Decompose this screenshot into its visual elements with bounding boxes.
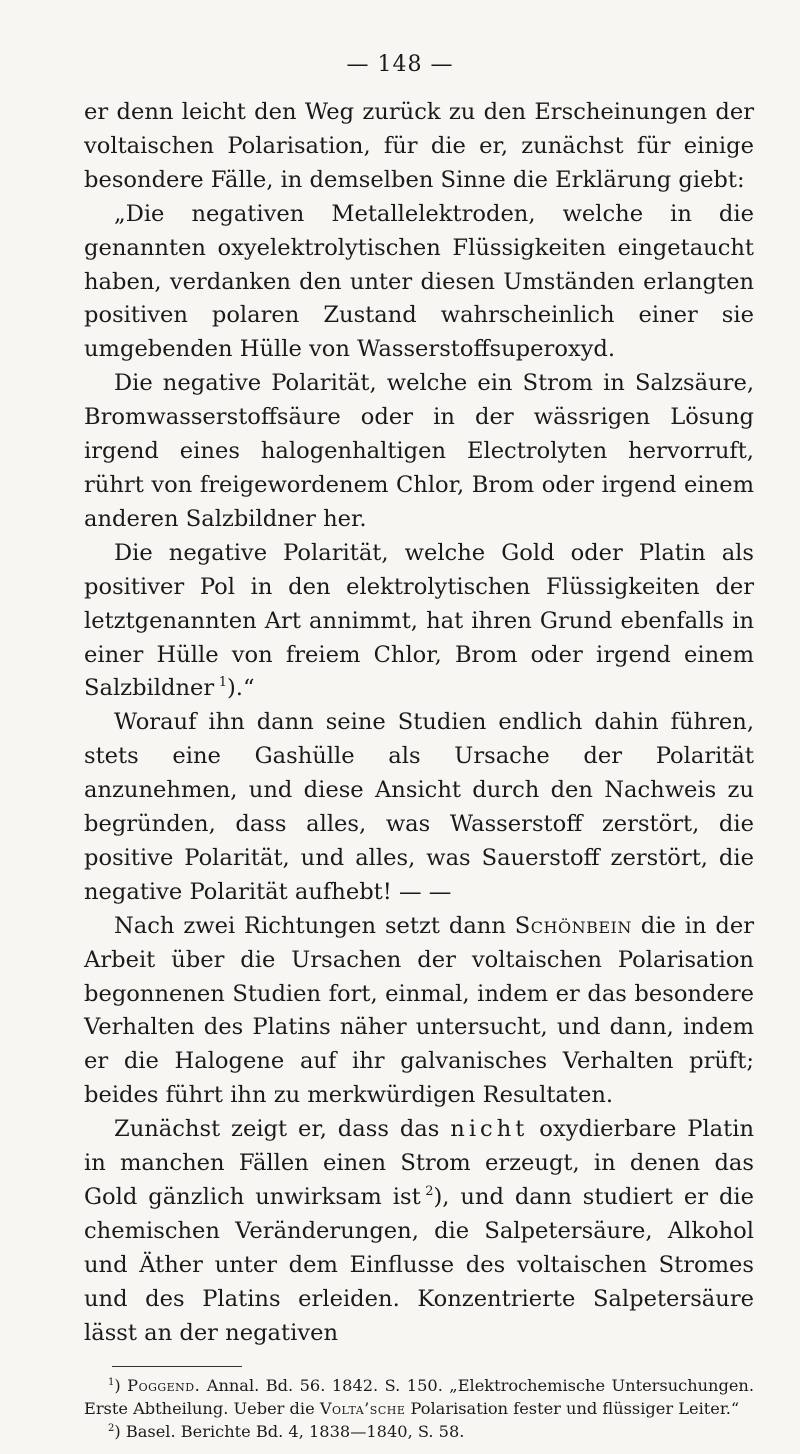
footnote-1-author: Poggend.: [127, 1376, 201, 1395]
paragraph-2: „Die negativen Metallelektroden, welche in die genannten oxyelektrolytischen Flüssigkeiten eingetaucht haben, verdanken den unter diesen Umständen erlangten positiven polaren Zustand wahrscheinlich einer sie umgebenden Hülle von Wasserstoffsuperoxyd.: [84, 200, 754, 363]
footnotes: [84, 1374, 754, 1443]
page-number: — 148 —: [346, 52, 454, 77]
footnote-1-text: Annal. Bd. 56. 1842. S. 150. „Elektrochemische Untersuchungen. Erste Abtheilung. Ueber die: [84, 1376, 754, 1418]
footnote-2: $^2$) Basel. Berichte Bd. 4, 1838—1840, S. 58.: [108, 1422, 465, 1441]
paragraph-7-start: Zunächst zeigt er, dass das: [114, 1116, 440, 1143]
paragraph-6-start: Nach zwei Richtungen setzt dann: [114, 912, 506, 939]
body-text: [84, 96, 754, 1351]
footnote-1-text-end: Polarisation fester und flüssiger Leiter.“: [410, 1399, 740, 1418]
emphasis-nicht: nicht: [450, 1116, 529, 1143]
paragraph-4: [84, 537, 754, 707]
footnote-2-mark: 2: [108, 1423, 115, 1434]
paragraph-1: er denn leicht den Weg zurück zu den Erscheinungen der voltaischen Polarisation, für die er, zunächst für einige besondere Fälle, in demselben Sinne die Erklärung giebt:: [84, 99, 754, 193]
paragraph-3: Die negative Polarität, welche ein Strom in Salzsäure, Bromwasserstoffsäure oder in der wässrigen Lösung irgend eines halogenhaltigen Electrolyten hervorruft, rührt von freigewordenem Chlor, Brom oder irgend einem anderen Salzbildner her.: [84, 370, 754, 532]
footnote-ref-1: 1: [218, 675, 227, 691]
paragraph-7-middle: oxydierbare Platin in manchen Fällen einen Strom erzeugt, in denen das Gold gänzlich unwirksam ist: [84, 1116, 755, 1210]
footnote-1: $^1$) Poggend. Annal. Bd. 56. 1842. S. 150. „Elektrochemische Untersuchungen. Erste Abtheilung. Ueber die Volta’sche Polarisation fester und flüssiger Leiter.“: [84, 1376, 754, 1418]
author-name-schoenbein: Schönbein: [514, 912, 632, 939]
paragraph-7: [84, 1113, 754, 1350]
footnote-ref-2: 2: [425, 1184, 434, 1199]
paragraph-6: [84, 910, 754, 1113]
footnote-2-text: Basel. Berichte Bd. 4, 1838—1840, S. 58.: [125, 1422, 465, 1441]
paragraph-4-end: ).“: [226, 675, 255, 702]
footnote-divider: [112, 1366, 242, 1367]
footnote-1-name: Volta’sche: [319, 1399, 406, 1418]
paragraph-4-text: Die negative Polarität, welche Gold oder Platin als positiver Pol in den elektrolytischen Flüssigkeiten der letztgenannten Art annimmt, hat ihren Grund ebenfalls in einer Hülle von freiem Chlor, Brom oder irgend einem Salzbildner: [84, 539, 754, 702]
paragraph-6-rest: die in der Arbeit über die Ursachen der voltaischen Polarisation begonnenen Studien fort, einmal, indem er das besondere Verhalten des Platins näher untersucht, und dann, indem er die Halogene auf ihr galvanisches Verhalten prüft; beides führt ihn zu merkwürdigen Resultaten.: [84, 912, 754, 1109]
paragraph-7-end: ), und dann studiert er die chemischen Veränderungen, die Salpetersäure, Alkohol und Äther unter dem Einflusse des voltaischen Stromes und des Platins erleiden. Konzentrierte Salpetersäure lässt an der negativen: [84, 1184, 755, 1346]
paragraph-5: Worauf ihn dann seine Studien endlich dahin führen, stets eine Gashülle als Ursache der Polarität anzunehmen, und diese Ansicht durch den Nachweis zu begründen, dass alles, was Wasserstoff zerstört, die positive Polarität, und alles, was Sauerstoff zerstört, die negative Polarität aufhebt! — —: [84, 709, 754, 905]
footnote-1-mark: 1: [108, 1377, 115, 1388]
